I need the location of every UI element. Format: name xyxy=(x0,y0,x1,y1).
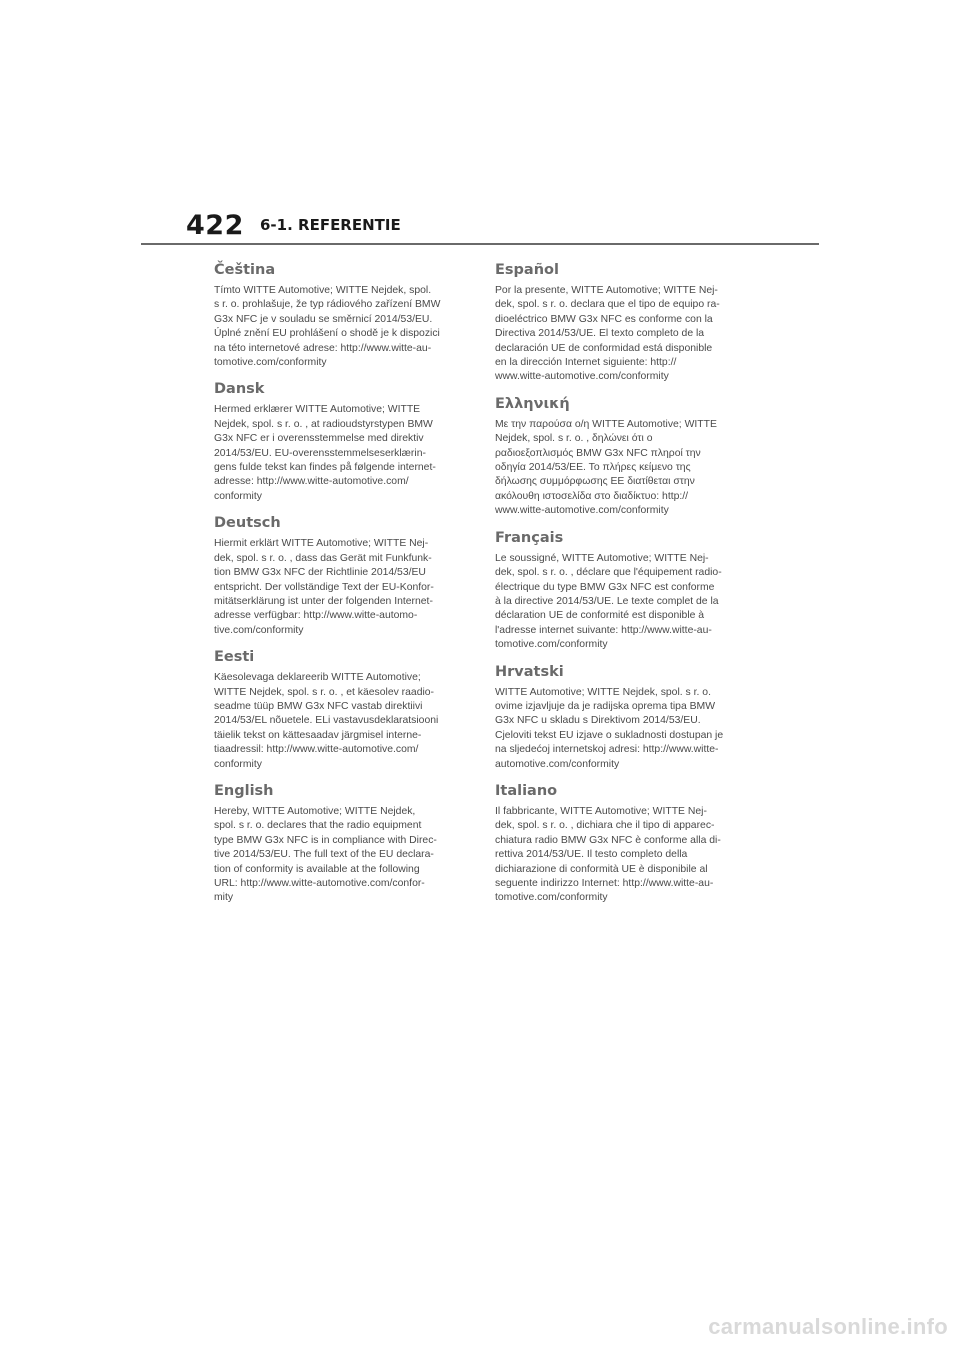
text-line: entspricht. Der vollständige Text der EU-Konfor- xyxy=(214,581,434,593)
text-line: dek, spol. s r. o. , dass das Gerät mit Funkfunk- xyxy=(214,552,432,564)
language-heading: Čeština xyxy=(214,262,276,278)
language-heading: Italiano xyxy=(495,782,558,799)
text-line: Hiermit erklärt WITTE Automotive; WITTE Nej- xyxy=(214,538,429,550)
text-line: seguente indirizzo Internet: http://www.witte-au- xyxy=(495,878,714,889)
text-line: G3x NFC u skladu s Direktivom 2014/53/EU. xyxy=(495,715,701,727)
language-heading: Hrvatski xyxy=(495,663,564,680)
declaration-text xyxy=(495,552,749,653)
text-line: Hermed erklærer WITTE Automotive; WITTE xyxy=(214,404,421,416)
declaration-text xyxy=(495,686,749,772)
text-line: tiaadressil: http://www.witte-automotive.com/ xyxy=(214,744,419,756)
text-line: 2014/53/EU. EU-overensstemmelseserklærin- xyxy=(214,447,426,459)
text-line: dioeléctrico BMW G3x NFC es conforme con la xyxy=(495,313,713,325)
language-section xyxy=(495,261,749,385)
text-line: tomotive.com/conformity xyxy=(495,639,608,651)
language-heading: Dansk xyxy=(214,381,265,398)
text-line: dichiarazione di conformità UE è disponibile al xyxy=(495,863,708,875)
text-line: conformity xyxy=(214,490,262,502)
text-line: ovime izjavljuje da je radijska oprema tipa BMW xyxy=(495,700,716,712)
language-heading: Español xyxy=(495,262,559,278)
text-line: chiatura radio BMW G3x NFC è conforme alla di- xyxy=(495,834,721,846)
text-line: WITTE Nejdek, spol. s r. o. , et käesolev raadio- xyxy=(214,686,435,698)
language-section xyxy=(495,395,749,519)
language-heading: Français xyxy=(495,529,564,546)
language-section xyxy=(214,514,468,638)
text-line: type BMW G3x NFC is in compliance with Direc- xyxy=(214,834,437,846)
right-column xyxy=(495,261,749,916)
text-line: Le soussigné, WITTE Automotive; WITTE Nej- xyxy=(495,552,709,564)
text-line: URL: http://www.witte-automotive.com/confor- xyxy=(214,878,425,889)
text-line: Cjeloviti tekst EU izjave o sukladnosti dostupan je xyxy=(495,729,724,741)
text-line: tive.com/conformity xyxy=(214,624,304,636)
declaration-text xyxy=(214,671,468,772)
language-section xyxy=(214,782,468,906)
text-line: à la directive 2014/53/UE. Le texte complet de la xyxy=(495,595,719,607)
text-line: declaración UE de conformidad está disponible xyxy=(495,342,713,354)
text-line: tomotive.com/conformity xyxy=(495,892,608,904)
text-line: en la dirección Internet siguiente: http:// xyxy=(495,357,677,369)
text-line: déclaration UE de conformité est disponible à xyxy=(495,610,705,622)
text-line: s r. o. prohlašuje, že typ rádiového zařízení BMW xyxy=(214,299,441,311)
text-line: mity xyxy=(214,892,234,904)
text-line: WITTE Automotive; WITTE Nejdek, spol. s r. o. xyxy=(495,686,711,698)
language-heading: Deutsch xyxy=(214,515,281,532)
text-line: automotive.com/conformity xyxy=(495,758,620,770)
text-line: Tímto WITTE Automotive; WITTE Nejdek, spol. xyxy=(214,285,432,296)
text-line: ραδιοεξοπλισμός BMW G3x NFC πληροί την xyxy=(495,447,701,459)
language-heading: Ελληνική xyxy=(495,395,570,412)
text-line: adresse verfügbar: http://www.witte-automo- xyxy=(214,610,418,622)
text-line: na sljedećoj internetskoj adresi: http://www.witte- xyxy=(495,744,719,756)
text-line: G3x NFC er i overensstemmelse med direktiv xyxy=(214,433,424,445)
declaration-text xyxy=(214,284,468,370)
text-line: dek, spol. s r. o. declara que el tipo de equipo ra- xyxy=(495,299,720,311)
language-section xyxy=(214,261,468,370)
language-section xyxy=(495,782,749,906)
section-title: 6-1. REFERENTIE xyxy=(260,216,401,234)
text-line: tion BMW G3x NFC der Richtlinie 2014/53/EU xyxy=(214,567,426,579)
text-line: www.witte-automotive.com/conformity xyxy=(495,371,669,383)
text-line: Úplné znění EU prohlášení o shodě je k dispozici xyxy=(214,328,440,340)
text-line: électrique du type BMW G3x NFC est conforme xyxy=(495,581,715,593)
text-line: seadme tüüp BMW G3x NFC vastab direktiivi xyxy=(214,700,423,712)
declaration-text xyxy=(495,805,749,906)
declaration-text xyxy=(214,403,468,504)
text-line: gens fulde tekst kan findes på følgende internet- xyxy=(214,462,436,474)
text-line: οδηγία 2014/53/ΕΕ. Το πλήρες κείμενο της xyxy=(495,462,691,474)
text-line: Por la presente, WITTE Automotive; WITTE Nej- xyxy=(495,285,718,296)
text-line: conformity xyxy=(214,758,262,770)
text-line: Il fabbricante, WITTE Automotive; WITTE Nej- xyxy=(495,805,707,817)
language-section xyxy=(495,663,749,772)
header-divider xyxy=(141,243,819,245)
text-line: tive 2014/53/EU. The full text of the EU declara- xyxy=(214,849,434,861)
text-line: dek, spol. s r. o. , déclare que l'équipement radio- xyxy=(495,567,722,579)
language-section xyxy=(495,529,749,653)
site-watermark: carmanualsonline.info xyxy=(708,1314,948,1339)
text-line: Nejdek, spol. s r. o. , δηλώνει ότι ο xyxy=(495,433,653,445)
declaration-text xyxy=(214,537,468,638)
text-line: rettiva 2014/53/UE. Il testo completo della xyxy=(495,849,688,861)
text-line: na této internetové adrese: http://www.witte-au- xyxy=(214,342,432,354)
text-line: tion of conformity is available at the following xyxy=(214,863,420,875)
text-line: δήλωσης συμμόρφωσης ΕΕ διατίθεται στην xyxy=(495,476,695,488)
text-line: tomotive.com/conformity xyxy=(214,357,327,369)
text-line: ακόλουθη ιστοσελίδα στο διαδίκτυο: http:// xyxy=(495,490,689,502)
language-section xyxy=(214,648,468,772)
text-line: dek, spol. s r. o. , dichiara che il tipo di apparec- xyxy=(495,820,715,832)
text-line: l'adresse internet suivante: http://www.witte-au- xyxy=(495,624,712,636)
text-line: Hereby, WITTE Automotive; WITTE Nejdek, xyxy=(214,805,416,817)
text-line: Nejdek, spol. s r. o. , at radioudstyrstypen BMW xyxy=(214,418,433,430)
page-number: 422 xyxy=(186,210,244,241)
language-heading: English xyxy=(214,782,274,799)
language-heading: Eesti xyxy=(214,649,255,666)
text-line: täielik tekst on kättesaadav järgmisel interne- xyxy=(214,729,422,741)
text-line: G3x NFC je v souladu se směrnicí 2014/53/EU. xyxy=(214,313,433,325)
text-line: mitätserklärung ist unter der folgenden Internet- xyxy=(214,595,433,607)
text-line: Με την παρούσα ο/η WITTE Automotive; WITTE xyxy=(495,418,717,430)
text-line: adresse: http://www.witte-automotive.com/ xyxy=(214,476,409,488)
declaration-text xyxy=(495,418,749,519)
text-line: 2014/53/EL nõuetele. ELi vastavusdeklaratsiooni xyxy=(214,715,439,727)
left-column xyxy=(214,261,468,916)
declaration-text xyxy=(214,805,468,906)
text-line: www.witte-automotive.com/conformity xyxy=(495,505,669,517)
language-section xyxy=(214,380,468,504)
declaration-text xyxy=(495,284,749,385)
text-line: Käesolevaga deklareerib WITTE Automotive; xyxy=(214,672,421,684)
text-line: spol. s r. o. declares that the radio equipment xyxy=(214,820,422,832)
text-line: Directiva 2014/53/UE. El texto completo de la xyxy=(495,328,705,340)
